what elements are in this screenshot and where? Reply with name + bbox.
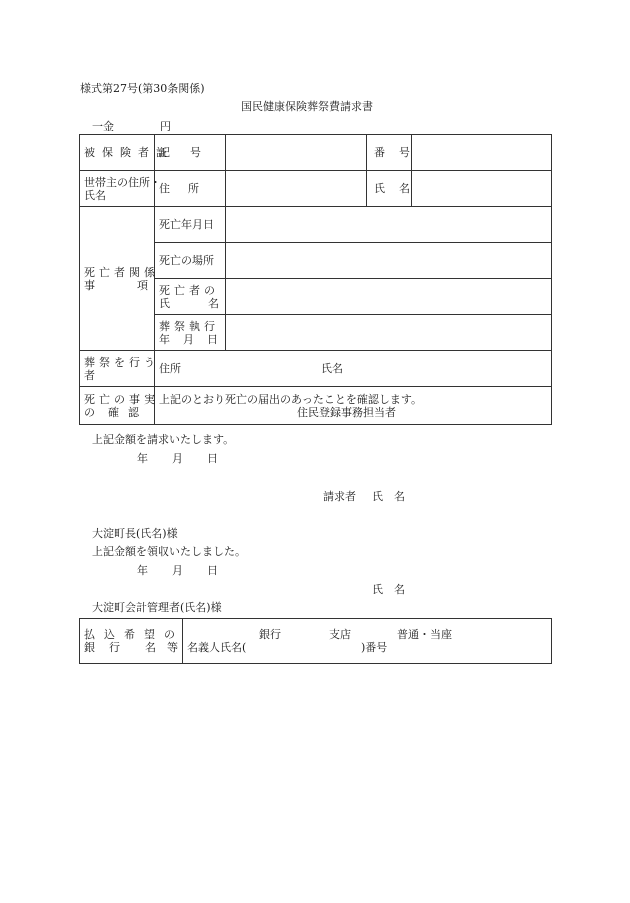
claimant-name-label: 氏名 xyxy=(372,490,416,503)
performer-address-label: 住所 xyxy=(159,362,181,375)
deceased-name-label: 死亡者の 氏 名 xyxy=(155,279,226,315)
funeral-performer-field[interactable] xyxy=(155,351,552,387)
bank-label: 払込希望の 銀行 名 等 xyxy=(80,619,183,664)
symbol-label: 記号 xyxy=(155,135,226,171)
receipt-month: 月 xyxy=(172,564,183,577)
row-death-confirm xyxy=(80,387,552,425)
confirm-text: 上記のとおり死亡の届出のあったことを確認します。 xyxy=(159,392,423,406)
funeral-date-label: 葬祭執行 年月日 xyxy=(155,315,226,351)
insured-card-label: 被保険者証 xyxy=(80,135,155,171)
death-date-field[interactable] xyxy=(226,207,552,243)
branch-label: 支店 xyxy=(329,628,351,641)
funeral-performer-label: 葬祭を行う 者 xyxy=(80,351,155,387)
row-insured-card xyxy=(80,135,552,171)
deceased-matters-label: 死亡者関係 事 項 xyxy=(80,207,155,351)
death-confirm-label: 死亡の事実 の 確認 xyxy=(80,387,155,425)
death-date-label: 死亡年月日 xyxy=(155,207,226,243)
row-bank xyxy=(80,619,552,664)
request-text: 上記金額を請求いたします。 xyxy=(92,433,235,446)
row-householder xyxy=(80,171,552,207)
householder-name-field[interactable] xyxy=(412,171,552,207)
funeral-date-field[interactable] xyxy=(226,315,552,351)
householder-address-field[interactable] xyxy=(226,171,367,207)
number-label: 番号 xyxy=(367,135,412,171)
claim-table xyxy=(79,134,552,425)
death-confirm-field xyxy=(155,387,552,425)
receipt-year: 年 xyxy=(137,564,148,577)
request-day: 日 xyxy=(207,452,218,465)
death-place-label: 死亡の場所 xyxy=(155,243,226,279)
form-title: 国民健康保険葬祭費請求書 xyxy=(241,100,373,113)
bank-table xyxy=(79,618,552,664)
form-number: 様式第27号(第30条関係) xyxy=(80,82,205,95)
name-label: 氏名 xyxy=(367,171,412,207)
row-death-date xyxy=(80,207,552,243)
claimant-label: 請求者 xyxy=(323,490,356,503)
performer-name-label: 氏名 xyxy=(321,362,343,375)
request-month: 月 xyxy=(172,452,183,465)
amount-prefix: 一金 xyxy=(92,120,114,133)
bank-name-label: 銀行 xyxy=(259,628,281,641)
holder-name-close: )番号 xyxy=(361,641,388,654)
death-place-field[interactable] xyxy=(226,243,552,279)
householder-label: 世帯主の住所・ 氏名 xyxy=(80,171,155,207)
amount-unit: 円 xyxy=(160,120,171,133)
receipt-day: 日 xyxy=(207,564,218,577)
registry-officer: 住民登録事務担当者 xyxy=(297,405,396,419)
request-year: 年 xyxy=(137,452,148,465)
row-funeral-performer xyxy=(80,351,552,387)
addressee-mayor: 大淀町長(氏名)様 xyxy=(92,527,178,540)
account-type-label: 普通・当座 xyxy=(397,628,452,641)
deceased-name-field[interactable] xyxy=(226,279,552,315)
receiver-name-label: 氏名 xyxy=(372,583,416,596)
bank-details-field[interactable] xyxy=(183,619,552,664)
receipt-text: 上記金額を領収いたしました。 xyxy=(92,545,246,558)
number-field[interactable] xyxy=(412,135,552,171)
symbol-field[interactable] xyxy=(226,135,367,171)
addressee-accountant: 大淀町会計管理者(氏名)様 xyxy=(92,601,222,614)
address-label: 住所 xyxy=(155,171,226,207)
holder-name-open: 名義人氏名( xyxy=(187,641,247,654)
